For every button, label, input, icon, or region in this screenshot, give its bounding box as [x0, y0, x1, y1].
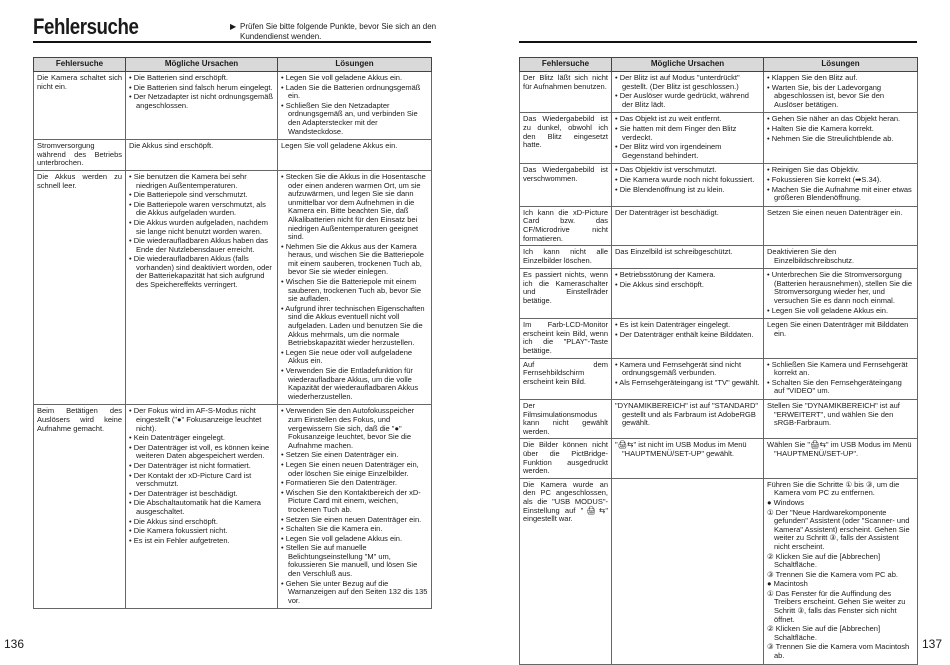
table-row	[34, 72, 432, 140]
troubleshooting-table-left	[33, 57, 432, 609]
table-row	[520, 164, 918, 206]
cause-item: • Betriebsstörung der Kamera.	[615, 270, 716, 280]
causes-cell	[612, 164, 764, 206]
problem-cell: Ich kann die xD-Picture Card bzw. das CF/Microdrive nicht formatieren.	[520, 206, 612, 245]
solution-item: • Verwenden Sie die Entladefunktion für wiederaufladbare Akkus, um die volle Kapazität der wiederaufladbaren Akkus wiederherzustellen.	[281, 366, 419, 401]
cause-item: • Der Datenträger enthält keine Bilddaten.	[615, 329, 754, 339]
cause-item: • Die Kamera fokussiert nicht.	[129, 526, 228, 536]
solutions-cell	[764, 206, 918, 245]
problem-cell: Das Wiedergabebild ist zu dunkel, obwohl ich den Blitz eingesetzt hatte.	[520, 113, 612, 164]
cause-item: "DYNAMIKBEREICH" ist auf "STANDARD" gestellt und als Farbraum ist AdobeRGB gewählt.	[615, 401, 759, 428]
solution-item: ③ Trennen Sie die Kamera vom PC ab.	[767, 569, 898, 579]
solution-item: • Warten Sie, bis der Ladevorgang abgeschlossen ist, bevor Sie den Auslöser betätigen.	[767, 82, 885, 109]
solution-item: • Wischen Sie die Batteriepole mit einem sauberen, trockenen Tuch ab, bevor Sie sie aufladen.	[281, 277, 422, 304]
table-row	[520, 319, 918, 358]
header-problem: Fehlersuche	[34, 58, 126, 72]
troubleshooting-table-right	[519, 57, 918, 665]
cause-item: • Die Batterien sind falsch herum eingelegt.	[129, 82, 273, 92]
solution-item: • Schalten Sie die Kamera ein.	[281, 524, 383, 534]
page-number: 137	[921, 637, 942, 651]
solutions-cell	[764, 113, 918, 164]
cause-item: • Der Netzadapter ist nicht ordnungsgemäß angeschlossen.	[129, 92, 273, 110]
table-row	[34, 140, 432, 171]
cause-item: • Der Datenträger ist beschädigt.	[129, 488, 238, 498]
cause-item: • Die wiederaufladbaren Akkus haben das Ende der Nutzlebensdauer erreicht.	[129, 236, 268, 254]
causes-cell	[612, 319, 764, 358]
cause-item: • Kein Datenträger eingelegt.	[129, 433, 226, 443]
solution-item: • Halten Sie die Kamera korrekt.	[767, 123, 874, 133]
solution-item: • Legen Sie voll geladene Akkus ein.	[281, 533, 403, 543]
solution-item: Setzen Sie einen neuen Datenträger ein.	[767, 207, 903, 217]
solution-item: Stellen Sie "DYNAMIKBEREICH" ist auf "ERWEITERT", und wählen Sie den sRGB-Farbraum.	[767, 401, 900, 428]
problem-cell: Ich kann nicht alle Einzelbilder löschen.	[520, 246, 612, 269]
solutions-cell	[278, 170, 432, 404]
solution-item: ② Klicken Sie auf die [Abbrechen] Schaltfläche.	[767, 551, 881, 570]
causes-cell	[126, 140, 278, 171]
solution-item: Legen Sie einen Datenträger mit Bilddaten ein.	[767, 320, 909, 338]
table-row	[520, 206, 918, 245]
header-causes: Mögliche Ursachen	[612, 58, 764, 72]
solution-item: • Laden Sie die Batterien ordnungsgemäß ein.	[281, 82, 421, 101]
table-row	[34, 170, 432, 404]
solution-item: ● Windows	[767, 497, 805, 507]
cause-item: • Der Blitz wird von irgendeinem Gegenstand behindert.	[615, 142, 722, 160]
solutions-cell	[764, 439, 918, 478]
solution-item: • Legen Sie einen neuen Datenträger ein, oder löschen Sie einige Einzelbilder.	[281, 459, 419, 478]
cause-item: • Es ist kein Datenträger eingelegt.	[615, 320, 731, 330]
solution-item: • Schließen Sie den Netzadapter ordnungsgemäß an, und verbinden Sie den Adapterstecker mit der Wandsteckdose.	[281, 100, 418, 136]
problem-cell: Der Filmsimulationsmodus kann nicht gewählt werden.	[520, 400, 612, 439]
solution-item: • Setzen Sie einen neuen Datenträger ein.	[281, 514, 422, 524]
table-row	[520, 113, 918, 164]
causes-cell	[612, 478, 764, 664]
solution-item: • Stecken Sie die Akkus in die Hosentasche oder einen anderen warmen Ort, um sie aufzuwärmen, und legen Sie sie dann unmittelbar vor dem Aufnehmen in die Kamera ein. Bitte beachten Sie, daß Alkalibatterien nicht für den Einsatz bei niedrigen Außentemperaturen geeignet sind.	[281, 171, 426, 242]
solution-item: • Legen Sie neue oder voll aufgeladene Akkus ein.	[281, 347, 413, 366]
cause-item: Das Einzelbild ist schreibgeschützt.	[615, 247, 733, 257]
cause-item: • Als Fernsehgeräteingang ist "TV" gewählt.	[615, 377, 760, 387]
solution-item: • Schließen Sie Kamera und Fernsehgerät korrekt an.	[767, 359, 908, 378]
cause-item: • Sie hatten mit dem Finger den Blitz verdeckt.	[615, 123, 737, 142]
table-row	[520, 400, 918, 439]
cause-item: "🖨⇆" ist nicht im USB Modus im Menü "HAUPTMENÜ/SET-UP" gewählt.	[615, 440, 747, 458]
solutions-cell	[764, 358, 918, 399]
solution-item: • Unterbrechen Sie die Stromversorgung (Batterien herausnehmen), stellen Sie die Stromversorgung wieder her, und versuchen Sie es dann noch einmal.	[767, 270, 912, 306]
table-row	[34, 405, 432, 609]
solutions-cell	[278, 72, 432, 140]
causes-cell	[612, 269, 764, 319]
causes-cell	[126, 405, 278, 609]
title-rule	[33, 41, 431, 43]
header-solutions: Lösungen	[278, 58, 432, 72]
solution-item: • Legen Sie voll geladene Akkus ein.	[767, 305, 889, 315]
causes-cell	[612, 206, 764, 245]
solutions-cell	[764, 478, 918, 664]
solution-item: • Aufgrund ihrer technischen Eigenschaften sind die Akkus eventuell nicht voll aufgeladen. Laden und benutzen Sie die Akkus mehrmals, um die normale Betriebskapazität wieder herzustellen.	[281, 303, 425, 348]
cause-item: • Die Batteriepole sind verschmutzt.	[129, 190, 248, 200]
solutions-cell	[764, 319, 918, 358]
cause-item: • Das Objektiv ist verschmutzt.	[615, 165, 717, 175]
header-causes: Mögliche Ursachen	[126, 58, 278, 72]
page-number: 136	[4, 637, 25, 651]
cause-item: Die Akkus sind erschöpft.	[129, 141, 214, 151]
table-row	[520, 439, 918, 478]
solution-item: • Reinigen Sie das Objektiv.	[767, 165, 860, 175]
cause-item: • Die wiederaufladbaren Akkus (falls vorhanden) sind deaktiviert worden, oder der Batteriekapazität hat sich aufgrund des Speichereffekts verringert.	[129, 254, 272, 290]
problem-cell: Es passiert nichts, wenn ich die Kameraschalter und Einstellräder betätige.	[520, 269, 612, 319]
solutions-cell	[764, 400, 918, 439]
cause-item: • Der Fokus wird im AF-S-Modus nicht eingestellt ("●" Fokusanzeige leuchtet nicht).	[129, 406, 262, 433]
solutions-cell	[278, 140, 432, 171]
causes-cell	[612, 113, 764, 164]
solution-item: • Legen Sie voll geladene Akkus ein.	[281, 73, 403, 82]
solution-item: • Gehen Sie unter Bezug auf die Warnanzeigen auf den Seiten 132 dis 135 vor.	[281, 578, 428, 605]
solution-item: ① Der "Neue Hardwarekomponente gefunden" Assistent (oder "Scanner- und Kamera" Assistent) erscheint. Gehen Sie weiter zu Schritt ③, falls der Assistent nicht erscheint.	[767, 507, 910, 551]
solutions-cell	[764, 246, 918, 269]
solution-item: ① Das Fenster für die Auffindung des Treibers erscheint. Gehen Sie weiter zu Schritt ③, falls das Fenster sich nicht öffnet.	[767, 588, 906, 624]
title-rule	[519, 41, 917, 43]
causes-cell	[126, 72, 278, 140]
solutions-cell	[764, 72, 918, 113]
solution-item: • Fokussieren Sie korrekt (➡S.34).	[767, 174, 882, 184]
solution-item: • Stellen Sie auf manuelle Belichtungseinstellung "M" um, fokussieren Sie manuell, und lösen Sie den Verschluß aus.	[281, 543, 418, 579]
cause-item: • Der Kontakt der xD-Picture Card ist verschmutzt.	[129, 470, 252, 489]
causes-cell	[612, 400, 764, 439]
header-problem: Fehlersuche	[520, 58, 612, 72]
solution-item: Wählen Sie "🖨⇆" im USB Modus im Menü "HAUPTMENÜ/SET-UP".	[767, 440, 912, 458]
header-solutions: Lösungen	[764, 58, 918, 72]
table-row	[520, 246, 918, 269]
cause-item: • Die Akkus wurden aufgeladen, nachdem sie lange nicht benutzt worden waren.	[129, 217, 268, 236]
left-page	[0, 0, 475, 659]
solution-item: • Machen Sie die Aufnahme mit einer etwas größeren Blendenöffnung.	[767, 184, 912, 203]
problem-cell: Die Kamera wurde an den PC angeschlossen, als die "USB MODUS"-Einstellung auf "🖨⇆" eingestellt war.	[520, 478, 612, 664]
cause-item: • Es ist ein Fehler aufgetreten.	[129, 535, 230, 545]
causes-cell	[612, 358, 764, 399]
solution-item: • Setzen Sie einen Datenträger ein.	[281, 450, 399, 460]
solution-item: • Formatieren Sie den Datenträger.	[281, 478, 398, 488]
problem-cell: Auf dem Fernsehbildschirm erscheint kein Bild.	[520, 358, 612, 399]
page-title: Fehlersuche	[33, 14, 139, 39]
causes-cell	[612, 246, 764, 269]
solution-item: • Verwenden Sie den Autofokusspeicher zum Einstellen des Fokus, und vergewissern Sie sich, daß die "●" Fokusanzeige leuchtet, bevor Sie die Aufnahme machen.	[281, 406, 415, 450]
problem-cell: Die Kamera schaltet sich nicht ein.	[34, 72, 126, 140]
cause-item: Der Datenträger ist beschädigt.	[615, 207, 719, 217]
solution-item: ② Klicken Sie auf die [Abbrechen] Schaltfläche.	[767, 624, 881, 642]
causes-cell	[126, 170, 278, 404]
right-page	[475, 0, 950, 659]
cause-item: • Die Kamera wurde noch nicht fokussiert.	[615, 174, 755, 184]
table-row	[520, 478, 918, 664]
solution-item: Legen Sie voll geladene Akkus ein.	[281, 141, 398, 151]
solution-item: Führen Sie die Schritte ① bis ③, um die Kamera vom PC zu entfernen.	[767, 479, 900, 498]
cause-item: • Sie benutzen die Kamera bei sehr niedrigen Außentemperaturen.	[129, 171, 247, 190]
solution-item: • Klappen Sie den Blitz auf.	[767, 73, 858, 82]
table-row	[520, 358, 918, 399]
solution-item: • Schalten Sie den Fernsehgeräteingang auf "VIDEO" um.	[767, 377, 902, 396]
cause-item: • Kamera und Fernsehgerät sind nicht ordnungsgemäß verbunden.	[615, 359, 742, 378]
cause-item: • Der Datenträger ist nicht formatiert.	[129, 460, 251, 470]
causes-cell	[612, 72, 764, 113]
solution-item: • Nehmen Sie die Streulichtblende ab.	[767, 133, 894, 143]
cause-item: • Die Akkus sind erschöpft.	[129, 516, 218, 526]
solution-item: ③ Trennen Sie die Kamera vom Macintosh ab.	[767, 642, 910, 661]
problem-cell: Der Blitz läßt sich nicht für Aufnahmen benutzen.	[520, 72, 612, 113]
problem-cell: Beim Betätigen des Auslösers wird keine Aufnahme gemacht.	[34, 405, 126, 609]
cause-item: • Der Blitz ist auf Modus "unterdrückt" gestellt. (Der Blitz ist geschlossen.)	[615, 73, 740, 91]
solutions-cell	[764, 269, 918, 319]
causes-cell	[612, 439, 764, 478]
problem-cell: Das Wiedergabebild ist verschwommen.	[520, 164, 612, 206]
cause-item: • Der Auslöser wurde gedrückt, während der Blitz lädt.	[615, 91, 749, 109]
solution-item: • Wischen Sie den Kontaktbereich der xD-Picture Card mit einem, weichen, trockenen Tuch ab.	[281, 487, 421, 514]
problem-cell: Stromversorgung während des Betriebs unterbrochen.	[34, 140, 126, 171]
problem-cell: Im Farb-LCD-Monitor erscheint kein Bild, wenn ich die "PLAY"-Taste betätige.	[520, 319, 612, 358]
triangle-marker-icon: ▶	[230, 22, 237, 31]
intro-text: Prüfen Sie bitte folgende Punkte, bevor Sie sich an den Kundendienst wenden.	[240, 22, 437, 41]
problem-cell: Die Bilder können nicht über die PictBridge-Funktion ausgedruckt werden.	[520, 439, 612, 478]
solution-item: ● Macintosh	[767, 579, 808, 589]
solution-item: • Gehen Sie näher an das Objekt heran.	[767, 114, 901, 124]
cause-item: • Die Abschaltautomatik hat die Kamera ausgeschaltet.	[129, 498, 261, 516]
table-row	[520, 269, 918, 319]
solution-item: • Nehmen Sie die Akkus aus der Kamera heraus, und wischen Sie die Batteriepole mit einem sauberen, trockenen Tuch ab, bevor Sie sie wieder einlegen.	[281, 241, 424, 277]
cause-item: • Die Batteriepole waren verschmutzt, als die Akkus aufgeladen wurden.	[129, 199, 266, 218]
solutions-cell	[278, 405, 432, 609]
cause-item: • Die Blendenöffnung ist zu klein.	[615, 184, 725, 194]
intro-note	[230, 22, 440, 41]
cause-item: • Der Datenträger ist voll, es können keine weiteren Daten abgespeichert werden.	[129, 442, 270, 461]
solutions-cell	[764, 164, 918, 206]
solution-item: Deaktivieren Sie den Einzelbildschreibschutz.	[767, 247, 855, 265]
table-row	[520, 72, 918, 113]
problem-cell: Die Akkus werden zu schnell leer.	[34, 170, 126, 404]
cause-item: • Die Akkus sind erschöpft.	[615, 279, 704, 289]
cause-item: • Die Batterien sind erschöpft.	[129, 73, 228, 82]
cause-item: • Das Objekt ist zu weit entfernt.	[615, 114, 722, 124]
